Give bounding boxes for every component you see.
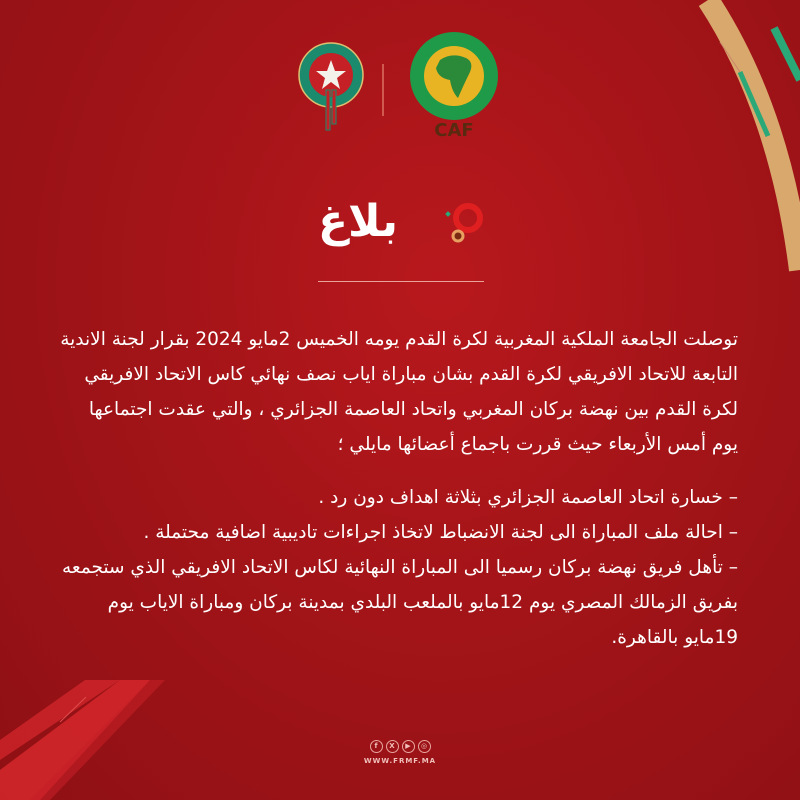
footer [0,740,800,765]
decision-item: – تأهل فريق نهضة بركان رسميا الى المباراة النهائية لكاس الاتحاد الافريقي الذي ستجمعه بفريق الزمالك المصري يوم 12مايو بالملعب البلدي بمدينة بركان ومباراة الاياب يوم 19مايو بالقاهرة. [61,557,738,648]
caf-label: CAF [434,120,474,140]
page-title: بلاغ [318,196,398,247]
caf-logo-icon [404,32,504,140]
title-underline [318,281,484,282]
decision-item: – احالة ملف المباراة الى لجنة الانضباط لاتخاذ اجراءات تاديبية اضافية محتملة . [143,522,738,543]
youtube-icon[interactable]: ▶ [402,740,415,753]
header-logos [0,32,800,142]
facebook-icon[interactable]: f [370,740,383,753]
social-links [0,740,800,753]
decision-item: – خسارة اتحاد العاصمة الجزائري بثلاثة اهداف دون رد . [318,487,738,508]
intro-paragraph: توصلت الجامعة الملكية المغربية لكرة القدم يومه الخميس 2مايو 2024 بقرار لجنة الاندية التابعة للاتحاد الافريقي لكرة القدم بشان مباراة اياب نصف نهائي كاس الاتحاد الافريقي لكرة القدم بين نهضة بركان المغربي واتحاد العاصمة الجزائري ، والتي عقدت اجتماعها يوم أمس الأربعاء حيث قررت باجماع أعضائها مايلي ؛ [60,329,738,455]
announcement-body [58,322,738,655]
decision-list [58,480,738,655]
frmf-crest-icon [296,40,366,132]
dots-circle-icon [440,200,490,250]
announcement-title [0,192,800,262]
instagram-icon[interactable]: ◎ [418,740,431,753]
logo-divider [382,64,384,116]
x-twitter-icon[interactable]: X [386,740,399,753]
website-link[interactable]: WWW.FRMF.MA [363,757,437,765]
